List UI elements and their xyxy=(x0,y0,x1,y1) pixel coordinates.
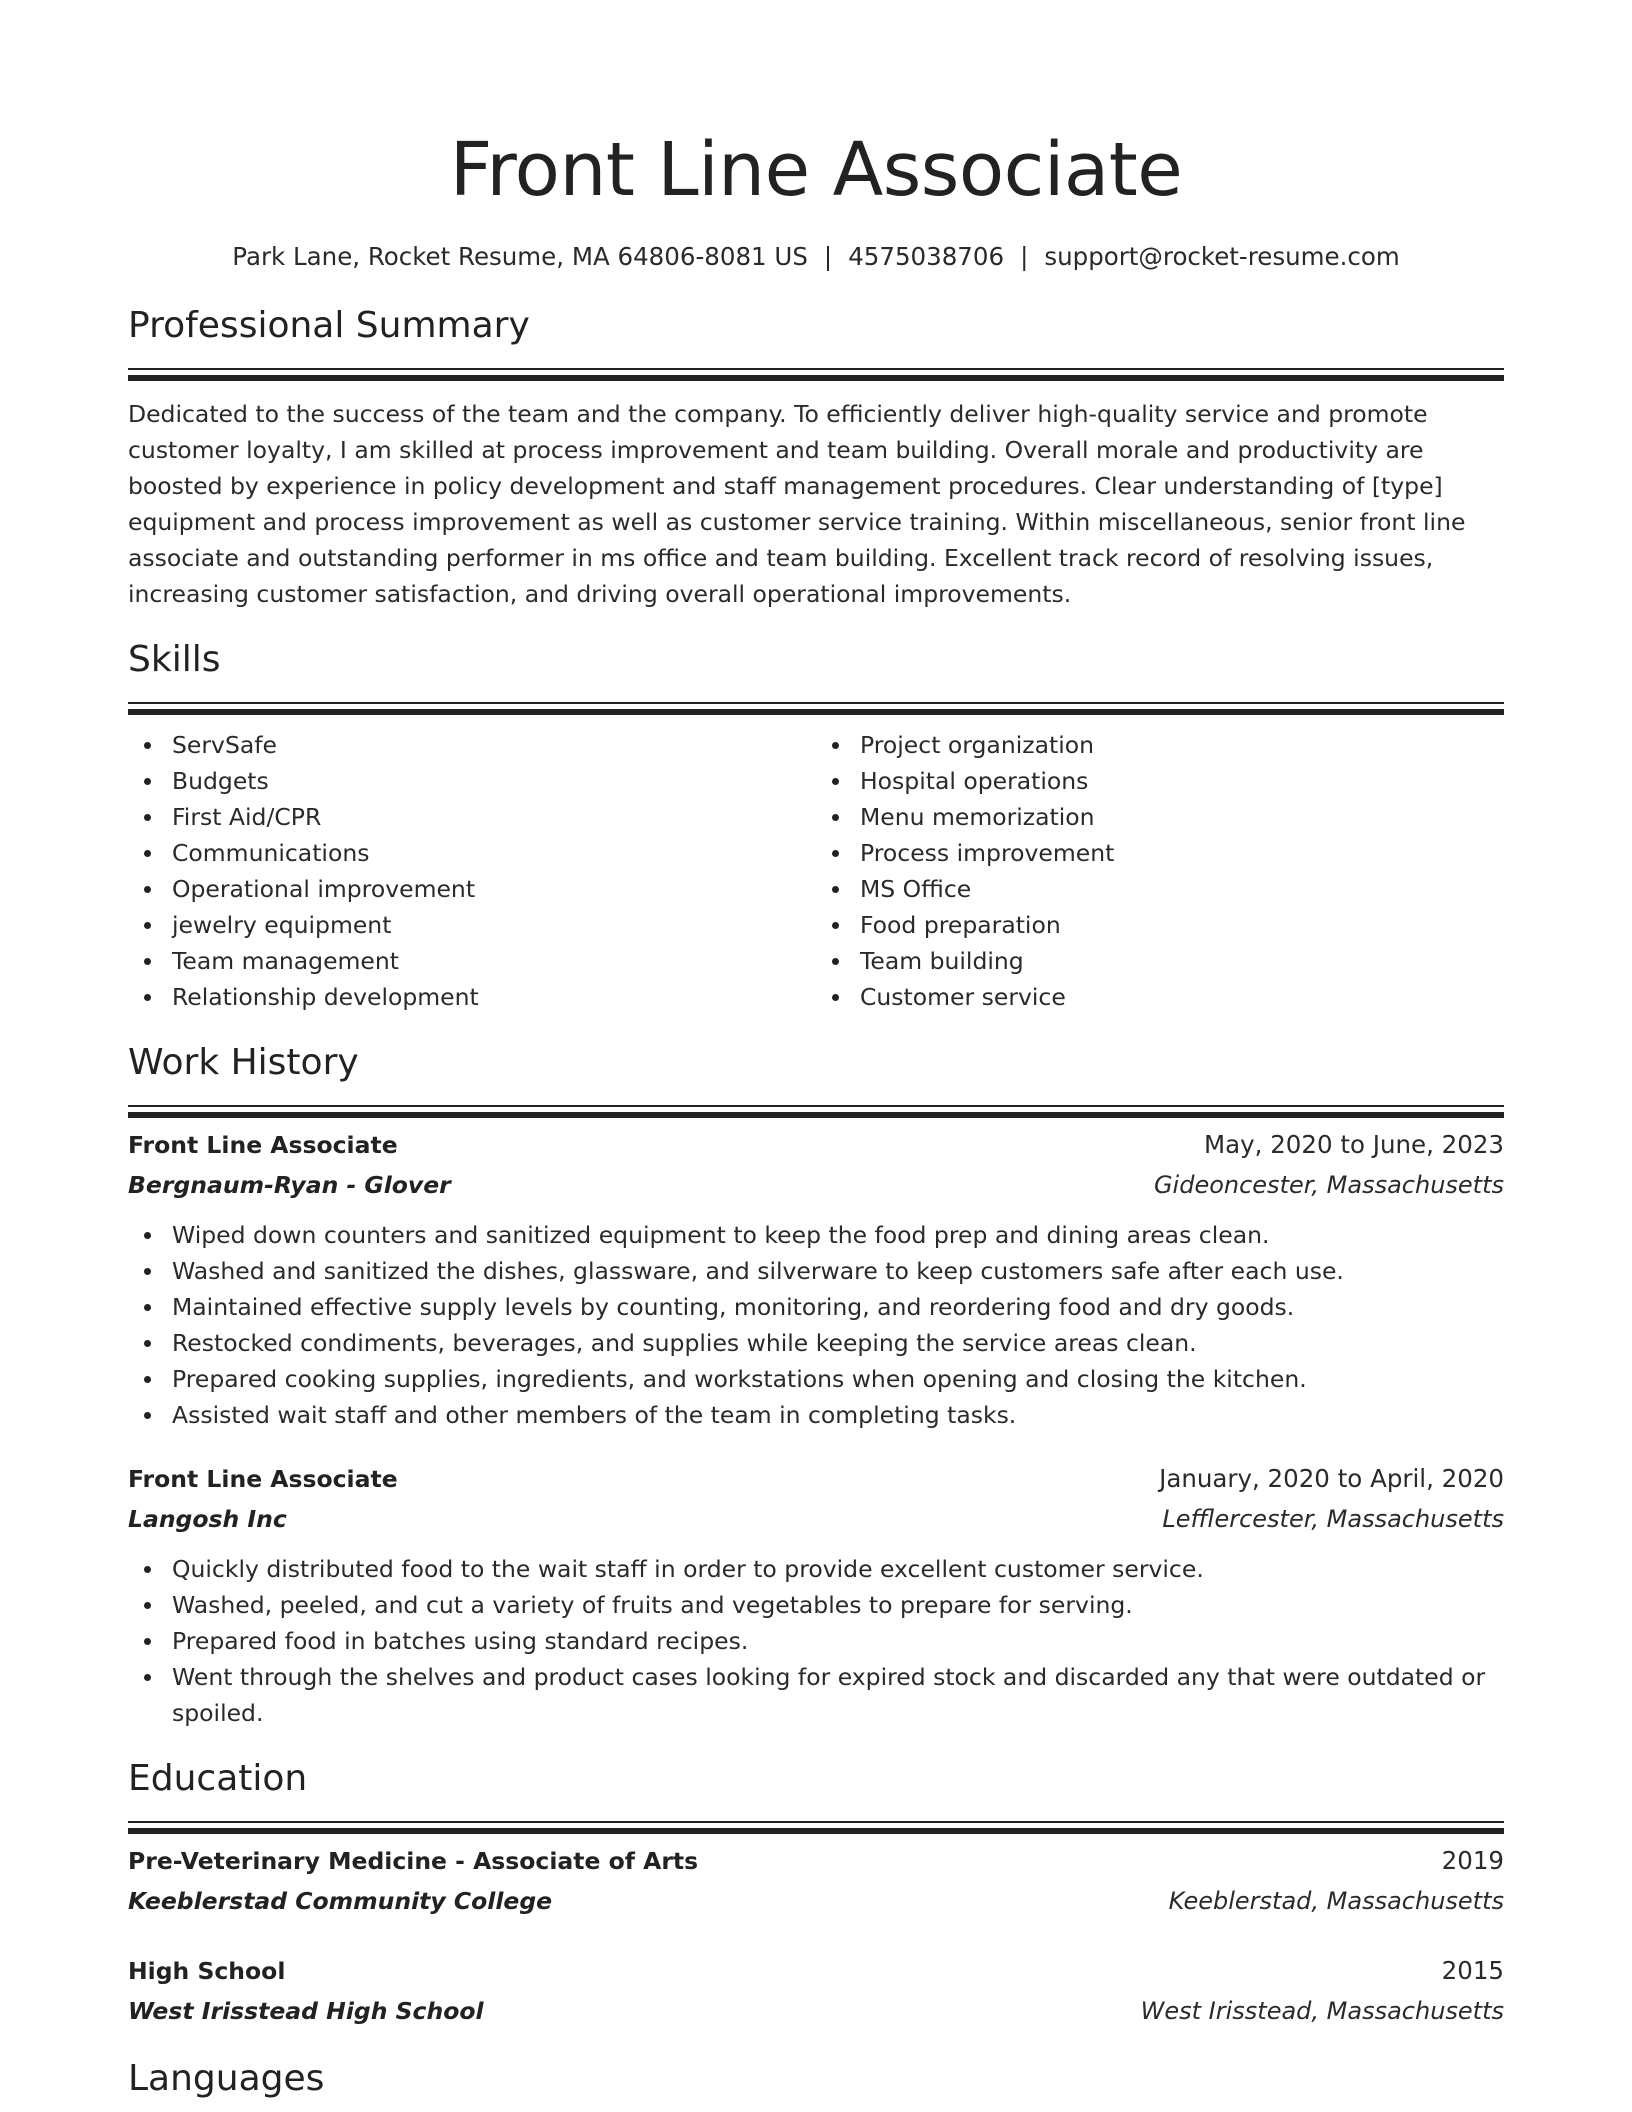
education-section xyxy=(128,1757,1504,2031)
languages-section xyxy=(128,2057,1504,2101)
education-year: 2015 xyxy=(1441,1956,1504,1985)
job-duties xyxy=(128,1551,1504,1731)
section-title-languages: Languages xyxy=(128,2058,325,2099)
skill-item: Budgets xyxy=(172,763,816,799)
education-location: West Irisstead, Massachusetts xyxy=(1140,1997,1504,2025)
duty-item: Went through the shelves and product cases looking for expired stock and discarded any that were outdated or spoiled. xyxy=(172,1659,1504,1731)
job-title: Front Line Associate xyxy=(128,1465,398,1493)
section-divider xyxy=(128,368,1504,370)
candidate-name: Front Line Associate xyxy=(449,127,1183,213)
skill-item: Customer service xyxy=(860,979,1504,1015)
skills-list-left xyxy=(128,727,816,1015)
job-location: Gideoncester, Massachusetts xyxy=(1153,1171,1504,1199)
job-entry xyxy=(128,1125,1504,1433)
education-school: West Irisstead High School xyxy=(128,1997,484,2025)
skills-columns xyxy=(128,727,1504,1015)
duty-item: Washed, peeled, and cut a variety of fruits and vegetables to prepare for serving. xyxy=(172,1587,1504,1623)
duty-item: Restocked condiments, beverages, and supplies while keeping the service areas clean. xyxy=(172,1325,1504,1361)
education-subheader xyxy=(128,1991,1504,2031)
job-location: Lefflercester, Massachusetts xyxy=(1162,1505,1504,1533)
job-company: Bergnaum-Ryan - Glover xyxy=(128,1171,451,1199)
skill-item: MS Office xyxy=(860,871,1504,907)
duty-item: Wiped down counters and sanitized equipment to keep the food prep and dining areas clean. xyxy=(172,1217,1504,1253)
contact-phone: 4575038706 xyxy=(848,242,1005,271)
skill-item: Process improvement xyxy=(860,835,1504,871)
skill-item: Team management xyxy=(172,943,816,979)
duty-item: Assisted wait staff and other members of the team in completing tasks. xyxy=(172,1397,1504,1433)
job-subheader xyxy=(128,1165,1504,1205)
skills-list-right xyxy=(816,727,1504,1015)
summary-text: Dedicated to the success of the team and the company. To efficiently deliver high-quality service and promote customer loyalty, I am skilled at process improvement and team building. Overall morale and productivity are boosted by experience in policy development and staff management procedures. Clear understanding of [type] equipment and process improvement as well as customer service training. Within miscellaneous, senior front line associate and outstanding performer in ms office and team building. Excellent track record of resolving issues, increasing customer satisfaction, and driving overall operational improvements. xyxy=(128,400,1466,608)
job-duties xyxy=(128,1217,1504,1433)
education-header xyxy=(128,1951,1504,1991)
skills-section xyxy=(128,638,1504,1015)
section-divider xyxy=(128,702,1504,704)
job-title: Front Line Associate xyxy=(128,1131,398,1159)
job-subheader xyxy=(128,1499,1504,1539)
skill-item: Operational improvement xyxy=(172,871,816,907)
education-entry xyxy=(128,1951,1504,2031)
job-company: Langosh Inc xyxy=(128,1505,287,1533)
section-title-education: Education xyxy=(128,1758,308,1799)
work-history-section xyxy=(128,1041,1504,1731)
contact-email: support@rocket-resume.com xyxy=(1044,242,1400,271)
skill-item: Team building xyxy=(860,943,1504,979)
duty-item: Quickly distributed food to the wait staff in order to provide excellent customer service. xyxy=(172,1551,1504,1587)
education-location: Keeblerstad, Massachusetts xyxy=(1168,1887,1504,1915)
section-title-summary: Professional Summary xyxy=(128,305,530,346)
duty-item: Washed and sanitized the dishes, glassware, and silverware to keep customers safe after each use. xyxy=(172,1253,1504,1289)
job-entry xyxy=(128,1459,1504,1731)
contact-address: Park Lane, Rocket Resume, MA 64806-8081 US xyxy=(232,242,808,271)
education-school: Keeblerstad Community College xyxy=(128,1887,553,1915)
skill-item: Project organization xyxy=(860,727,1504,763)
contact-separator: | xyxy=(823,242,833,271)
skill-item: First Aid/CPR xyxy=(172,799,816,835)
skill-item: Relationship development xyxy=(172,979,816,1015)
skill-item: Hospital operations xyxy=(860,763,1504,799)
section-divider xyxy=(128,1821,1504,1823)
job-header xyxy=(128,1459,1504,1499)
resume-page xyxy=(128,0,1504,2101)
education-entry xyxy=(128,1841,1504,1921)
duty-item: Maintained effective supply levels by counting, monitoring, and reordering food and dry goods. xyxy=(172,1289,1504,1325)
skill-item: Food preparation xyxy=(860,907,1504,943)
skill-item: Communications xyxy=(172,835,816,871)
job-header xyxy=(128,1125,1504,1165)
summary-section xyxy=(128,304,1504,612)
contact-line xyxy=(128,240,1504,274)
education-header xyxy=(128,1841,1504,1881)
skill-item: jewelry equipment xyxy=(172,907,816,943)
duty-item: Prepared food in batches using standard recipes. xyxy=(172,1623,1504,1659)
section-title-work-history: Work History xyxy=(128,1042,359,1083)
education-subheader xyxy=(128,1881,1504,1921)
section-divider xyxy=(128,1105,1504,1107)
skill-item: ServSafe xyxy=(172,727,816,763)
skill-item: Menu memorization xyxy=(860,799,1504,835)
job-dates: May, 2020 to June, 2023 xyxy=(1203,1130,1504,1159)
contact-separator: | xyxy=(1020,242,1029,271)
education-year: 2019 xyxy=(1441,1846,1504,1875)
duty-item: Prepared cooking supplies, ingredients, and workstations when opening and closing the kitchen. xyxy=(172,1361,1504,1397)
job-dates: January, 2020 to April, 2020 xyxy=(1159,1464,1504,1493)
education-degree: Pre-Veterinary Medicine - Associate of Arts xyxy=(128,1847,699,1875)
section-title-skills: Skills xyxy=(128,639,221,680)
education-degree: High School xyxy=(128,1957,286,1985)
